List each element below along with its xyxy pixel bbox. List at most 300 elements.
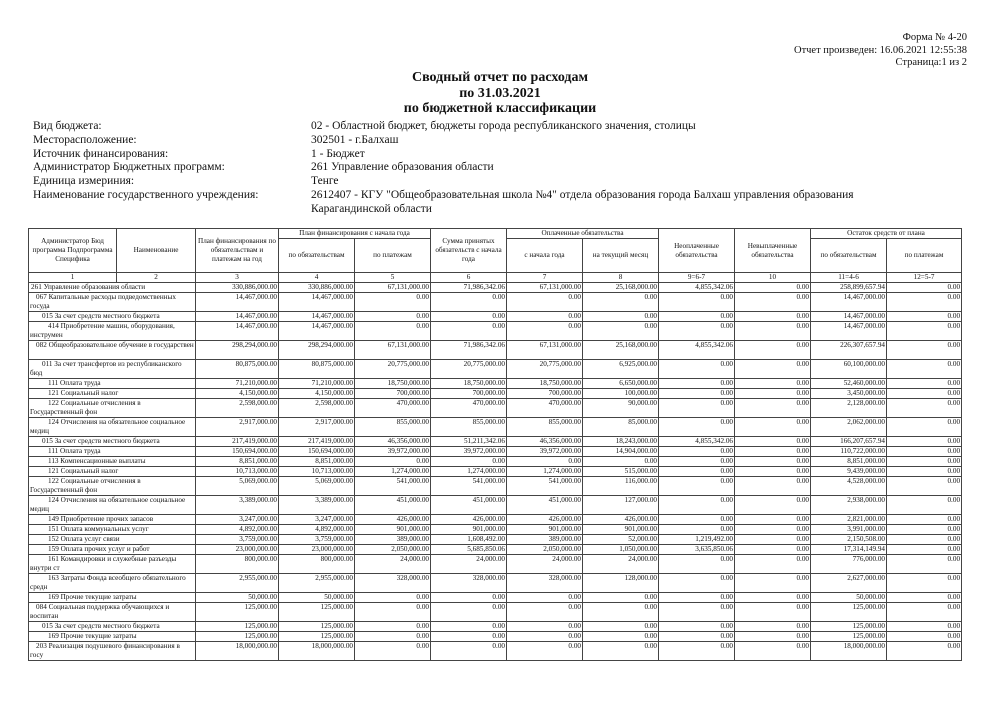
row-name: 121 Социальный налог [29,467,196,477]
row-value: 0.00 [887,622,962,632]
row-value: 3,759,000.00 [196,535,279,545]
row-value: 0.00 [735,399,811,418]
row-value: 0.00 [735,447,811,457]
row-name: 015 За счет средств местного бюджета [29,437,196,447]
row-value: 4,150,000.00 [196,389,279,399]
row-value: 451,000.00 [355,496,431,515]
table-row [29,525,962,535]
row-value: 0.00 [431,603,507,622]
row-value: 20,775,000.00 [431,360,507,379]
header-paid-ytd: с начала года [507,239,583,273]
row-value: 0.00 [507,457,583,467]
row-value: 110,722,000.00 [811,447,887,457]
row-value: 0.00 [431,322,507,341]
row-value: 0.00 [887,360,962,379]
meta-label: Администратор Бюджетных программ: [33,161,225,174]
table-row [29,360,962,379]
row-value: 0.00 [659,467,735,477]
row-value: 0.00 [887,283,962,293]
row-value: 3,389,000.00 [196,496,279,515]
row-value: 2,050,000.00 [507,545,583,555]
row-value: 8,851,000.00 [196,457,279,467]
row-value: 0.00 [583,622,659,632]
table-row [29,622,962,632]
row-value: 217,419,000.00 [279,437,355,447]
row-value: 3,635,850.06 [659,545,735,555]
column-number: 4 [279,273,355,283]
row-value: 0.00 [583,593,659,603]
row-value: 389,000.00 [507,535,583,545]
row-value: 3,450,000.00 [811,389,887,399]
row-value: 127,000.00 [583,496,659,515]
column-number: 1 [29,273,117,283]
row-value: 24,000.00 [583,555,659,574]
row-value: 470,000.00 [507,399,583,418]
row-name: 122 Социальные отчисления в Государственный фон [29,399,196,418]
row-value: 0.00 [735,467,811,477]
row-value: 116,000.00 [583,477,659,496]
row-name: 084 Социальная поддержка обучающихся и воспитан [29,603,196,622]
table-row [29,437,962,447]
row-value: 0.00 [355,632,431,642]
row-value: 0.00 [507,632,583,642]
row-value: 426,000.00 [431,515,507,525]
row-value: 0.00 [659,322,735,341]
row-value: 2,627,000.00 [811,574,887,593]
row-name: 111 Оплата труда [29,379,196,389]
row-value: 0.00 [735,496,811,515]
row-value: 18,243,000.00 [583,437,659,447]
row-value: 0.00 [735,525,811,535]
row-value: 0.00 [887,399,962,418]
row-value: 4,855,342.06 [659,283,735,293]
row-value: 328,000.00 [355,574,431,593]
row-value: 0.00 [355,603,431,622]
meta-label: Вид бюджета: [33,120,102,132]
row-value: 0.00 [659,574,735,593]
row-value: 0.00 [887,312,962,322]
row-name: 082 Общеобразовательное обучение в государствен [29,341,196,360]
row-value: 2,917,000.00 [196,418,279,437]
page-indicator: Страница:1 из 2 [895,57,967,68]
row-value: 85,000.00 [583,418,659,437]
row-value: 2,955,000.00 [279,574,355,593]
row-value: 0.00 [735,322,811,341]
row-value: 2,150,508.00 [811,535,887,545]
row-value: 14,467,000.00 [196,293,279,312]
table-row [29,447,962,457]
row-value: 901,000.00 [507,525,583,535]
row-value: 0.00 [659,632,735,642]
row-value: 0.00 [735,632,811,642]
row-value: 4,855,342.06 [659,341,735,360]
row-value: 0.00 [659,496,735,515]
form-number: Форма № 4-20 [902,32,967,43]
expense-report-table [28,228,962,661]
row-value: 0.00 [887,535,962,545]
row-value: 0.00 [507,593,583,603]
row-value: 0.00 [507,603,583,622]
row-value: 541,000.00 [507,477,583,496]
row-name: 122 Социальные отчисления в Государственный фон [29,477,196,496]
row-value: 150,694,000.00 [279,447,355,457]
table-row [29,418,962,437]
row-value: 10,713,000.00 [279,467,355,477]
header-plan-ytd-group: План финансирования с начала года [279,229,431,239]
row-value: 0.00 [583,642,659,661]
row-value: 0.00 [735,418,811,437]
row-name: 169 Прочие текущие затраты [29,632,196,642]
header-remain-oblig: по обязательствам [811,239,887,273]
report-title [0,70,1000,117]
row-name: 152 Оплата услуг связи [29,535,196,545]
column-number: 2 [117,273,196,283]
table-row [29,574,962,593]
row-value: 700,000.00 [431,389,507,399]
row-value: 1,274,000.00 [431,467,507,477]
meta-row [33,189,931,217]
row-value: 0.00 [735,555,811,574]
column-number: 6 [431,273,507,283]
row-value: 901,000.00 [583,525,659,535]
row-value: 0.00 [735,293,811,312]
row-value: 0.00 [659,418,735,437]
row-value: 0.00 [735,515,811,525]
row-value: 14,467,000.00 [196,312,279,322]
row-value: 0.00 [659,399,735,418]
row-value: 0.00 [583,632,659,642]
row-value: 0.00 [355,642,431,661]
row-value: 541,000.00 [431,477,507,496]
row-value: 0.00 [355,293,431,312]
row-value: 125,000.00 [811,622,887,632]
table-row [29,593,962,603]
header-plan-ytd-pay: по платежам [355,239,431,273]
row-value: 125,000.00 [196,632,279,642]
row-value: 0.00 [735,622,811,632]
row-value: 0.00 [659,525,735,535]
row-value: 3,389,000.00 [279,496,355,515]
row-name: 113 Компенсационные выплаты [29,457,196,467]
row-value: 50,000.00 [196,593,279,603]
row-value: 776,000.00 [811,555,887,574]
row-value: 855,000.00 [507,418,583,437]
row-value: 3,991,000.00 [811,525,887,535]
row-value: 24,000.00 [355,555,431,574]
row-name: 121 Социальный налог [29,389,196,399]
row-value: 328,000.00 [431,574,507,593]
table-row [29,496,962,515]
title-line-3: по бюджетной классификации [403,101,597,116]
row-value: 226,307,657.94 [811,341,887,360]
row-value: 14,467,000.00 [279,293,355,312]
row-value: 18,750,000.00 [507,379,583,389]
row-value: 0.00 [659,642,735,661]
row-value: 5,069,000.00 [196,477,279,496]
row-value: 451,000.00 [507,496,583,515]
row-value: 800,000.00 [196,555,279,574]
row-value: 60,100,000.00 [811,360,887,379]
row-value: 2,598,000.00 [196,399,279,418]
row-value: 0.00 [507,322,583,341]
row-name: 149 Приобретение прочих запасов [29,515,196,525]
row-value: 125,000.00 [279,603,355,622]
row-value: 0.00 [735,389,811,399]
row-value: 2,955,000.00 [196,574,279,593]
row-value: 50,000.00 [811,593,887,603]
table-row [29,535,962,545]
row-value: 3,759,000.00 [279,535,355,545]
row-value: 0.00 [887,457,962,467]
row-value: 0.00 [735,457,811,467]
report-meta [33,120,931,217]
row-value: 855,000.00 [355,418,431,437]
row-value: 0.00 [659,447,735,457]
row-value: 0.00 [431,312,507,322]
row-value: 0.00 [887,293,962,312]
row-value: 67,131,000.00 [507,341,583,360]
row-value: 0.00 [735,603,811,622]
row-value: 125,000.00 [279,622,355,632]
table-row [29,283,962,293]
row-value: 4,892,000.00 [279,525,355,535]
row-value: 0.00 [431,632,507,642]
row-value: 46,356,000.00 [355,437,431,447]
row-value: 52,000.00 [583,535,659,545]
row-value: 0.00 [659,389,735,399]
row-value: 0.00 [887,593,962,603]
row-value: 2,598,000.00 [279,399,355,418]
row-value: 0.00 [355,593,431,603]
row-value: 0.00 [735,379,811,389]
row-value: 0.00 [887,515,962,525]
row-value: 166,207,657.94 [811,437,887,447]
row-value: 50,000.00 [279,593,355,603]
table-row [29,467,962,477]
row-value: 80,875,000.00 [196,360,279,379]
header-admin: Администратор Бюд программа Подпрограмма Специфика [29,229,117,273]
header-paid-group: Оплаченные обязательства [507,229,659,239]
row-value: 1,274,000.00 [355,467,431,477]
row-value: 0.00 [507,642,583,661]
row-value: 2,821,000.00 [811,515,887,525]
row-value: 18,000,000.00 [811,642,887,661]
row-value: 0.00 [887,389,962,399]
row-name: 163 Затраты Фонда всеобщего обязательного средн [29,574,196,593]
table-row [29,603,962,622]
header-accepted: Сумма принятых обязательств с начала года [431,229,507,273]
row-value: 6,650,000.00 [583,379,659,389]
table-row [29,457,962,467]
row-value: 258,899,657.94 [811,283,887,293]
header-paid-month: на текущий месяц [583,239,659,273]
row-value: 128,000.00 [583,574,659,593]
header-name: Наименование [117,229,196,273]
row-value: 0.00 [659,555,735,574]
row-name: 111 Оплата труда [29,447,196,457]
row-value: 23,000,000.00 [279,545,355,555]
row-value: 125,000.00 [279,632,355,642]
meta-row [33,175,931,189]
row-value: 800,000.00 [279,555,355,574]
row-value: 10,713,000.00 [196,467,279,477]
column-number: 10 [735,273,811,283]
row-value: 0.00 [659,312,735,322]
row-value: 0.00 [507,622,583,632]
row-value: 4,855,342.06 [659,437,735,447]
column-number: 11=4-6 [811,273,887,283]
row-value: 298,294,000.00 [196,341,279,360]
row-value: 0.00 [887,574,962,593]
row-value: 0.00 [659,379,735,389]
row-value: 426,000.00 [507,515,583,525]
row-value: 25,168,000.00 [583,283,659,293]
row-value: 0.00 [355,322,431,341]
row-value: 0.00 [659,603,735,622]
row-value: 0.00 [887,603,962,622]
table-row [29,515,962,525]
meta-value: 02 - Областной бюджет, бюджеты города республиканского значения, столицы [311,120,696,132]
table-row [29,322,962,341]
table-row [29,632,962,642]
row-value: 0.00 [887,642,962,661]
row-value: 0.00 [735,477,811,496]
header-plan-ytd-oblig: по обязательствам [279,239,355,273]
column-number: 12=5-7 [887,273,962,283]
row-value: 0.00 [887,496,962,515]
row-value: 14,904,000.00 [583,447,659,457]
row-value: 0.00 [887,545,962,555]
row-value: 0.00 [735,642,811,661]
row-value: 0.00 [659,477,735,496]
row-value: 0.00 [887,467,962,477]
table-row [29,389,962,399]
meta-row [33,120,931,134]
row-name: 203 Реализация подушевого финансирования в госу [29,642,196,661]
row-value: 39,972,000.00 [355,447,431,457]
row-name: 261 Управление образования области [29,283,196,293]
table-row [29,312,962,322]
row-value: 0.00 [659,593,735,603]
row-value: 0.00 [735,341,811,360]
row-name: 015 За счет средств местного бюджета [29,622,196,632]
row-value: 0.00 [887,555,962,574]
row-value: 0.00 [887,477,962,496]
row-value: 0.00 [735,593,811,603]
row-value: 1,608,492.00 [431,535,507,545]
row-value: 67,131,000.00 [355,341,431,360]
header-unissued: Невыплаченные обязательства [735,229,811,273]
meta-row [33,161,931,175]
row-value: 0.00 [887,525,962,535]
row-value: 71,986,342.06 [431,341,507,360]
row-value: 541,000.00 [355,477,431,496]
row-name: 124 Отчисления на обязательное социальное медиц [29,418,196,437]
row-value: 46,356,000.00 [507,437,583,447]
row-value: 901,000.00 [431,525,507,535]
row-name: 011 За счет трансфертов из республиканского бюд [29,360,196,379]
row-value: 330,886,000.00 [196,283,279,293]
row-value: 1,274,000.00 [507,467,583,477]
row-value: 426,000.00 [355,515,431,525]
row-name: 161 Командировки и служебные разъезды внутри ст [29,555,196,574]
row-name: 124 Отчисления на обязательное социальное медиц [29,496,196,515]
row-value: 2,938,000.00 [811,496,887,515]
row-value: 2,917,000.00 [279,418,355,437]
row-value: 125,000.00 [811,632,887,642]
row-value: 1,219,492.00 [659,535,735,545]
row-value: 52,460,000.00 [811,379,887,389]
row-value: 20,775,000.00 [355,360,431,379]
row-value: 451,000.00 [431,496,507,515]
meta-label: Единица измериния: [33,175,135,188]
row-value: 80,875,000.00 [279,360,355,379]
header-remain-group: Остаток средств от плана [811,229,962,239]
row-value: 39,972,000.00 [507,447,583,457]
row-value: 330,886,000.00 [279,283,355,293]
row-value: 67,131,000.00 [507,283,583,293]
row-value: 150,694,000.00 [196,447,279,457]
row-value: 0.00 [887,437,962,447]
row-value: 18,000,000.00 [279,642,355,661]
row-value: 0.00 [583,293,659,312]
row-value: 0.00 [583,312,659,322]
row-value: 0.00 [735,574,811,593]
row-name: 015 За счет средств местного бюджета [29,312,196,322]
header-remain-pay: по платежам [887,239,962,273]
row-value: 14,467,000.00 [196,322,279,341]
meta-value: 2612407 - КГУ "Общеобразовательная школа №4" отдела образования города Балхаш управления образования Карагандинской области [311,188,854,215]
row-value: 20,775,000.00 [507,360,583,379]
row-value: 515,000.00 [583,467,659,477]
table-row [29,379,962,389]
header-unpaid: Неоплаченные обязательства [659,229,735,273]
row-value: 0.00 [887,322,962,341]
row-value: 0.00 [659,457,735,467]
table-row [29,341,962,360]
row-value: 426,000.00 [583,515,659,525]
row-value: 0.00 [659,622,735,632]
meta-value: 261 Управление образования области [311,161,494,174]
row-name: 169 Прочие текущие затраты [29,593,196,603]
row-value: 700,000.00 [507,389,583,399]
row-value: 4,150,000.00 [279,389,355,399]
table-row [29,555,962,574]
table-row [29,642,962,661]
row-value: 39,972,000.00 [431,447,507,457]
row-value: 0.00 [431,622,507,632]
row-name: 151 Оплата коммунальных услуг [29,525,196,535]
row-value: 25,168,000.00 [583,341,659,360]
row-value: 0.00 [431,293,507,312]
title-line-2: по 31.03.2021 [459,85,541,101]
row-value: 67,131,000.00 [355,283,431,293]
row-value: 0.00 [659,293,735,312]
row-value: 0.00 [431,457,507,467]
row-value: 0.00 [659,360,735,379]
table-row [29,545,962,555]
meta-label: Наименование государственного учреждения: [33,188,259,201]
row-value: 0.00 [507,312,583,322]
row-value: 0.00 [583,603,659,622]
row-value: 0.00 [735,545,811,555]
row-value: 0.00 [887,379,962,389]
meta-label: Источник финансирования: [33,147,169,160]
row-value: 9,439,000.00 [811,467,887,477]
row-value: 24,000.00 [507,555,583,574]
row-value: 901,000.00 [355,525,431,535]
column-number: 8 [583,273,659,283]
